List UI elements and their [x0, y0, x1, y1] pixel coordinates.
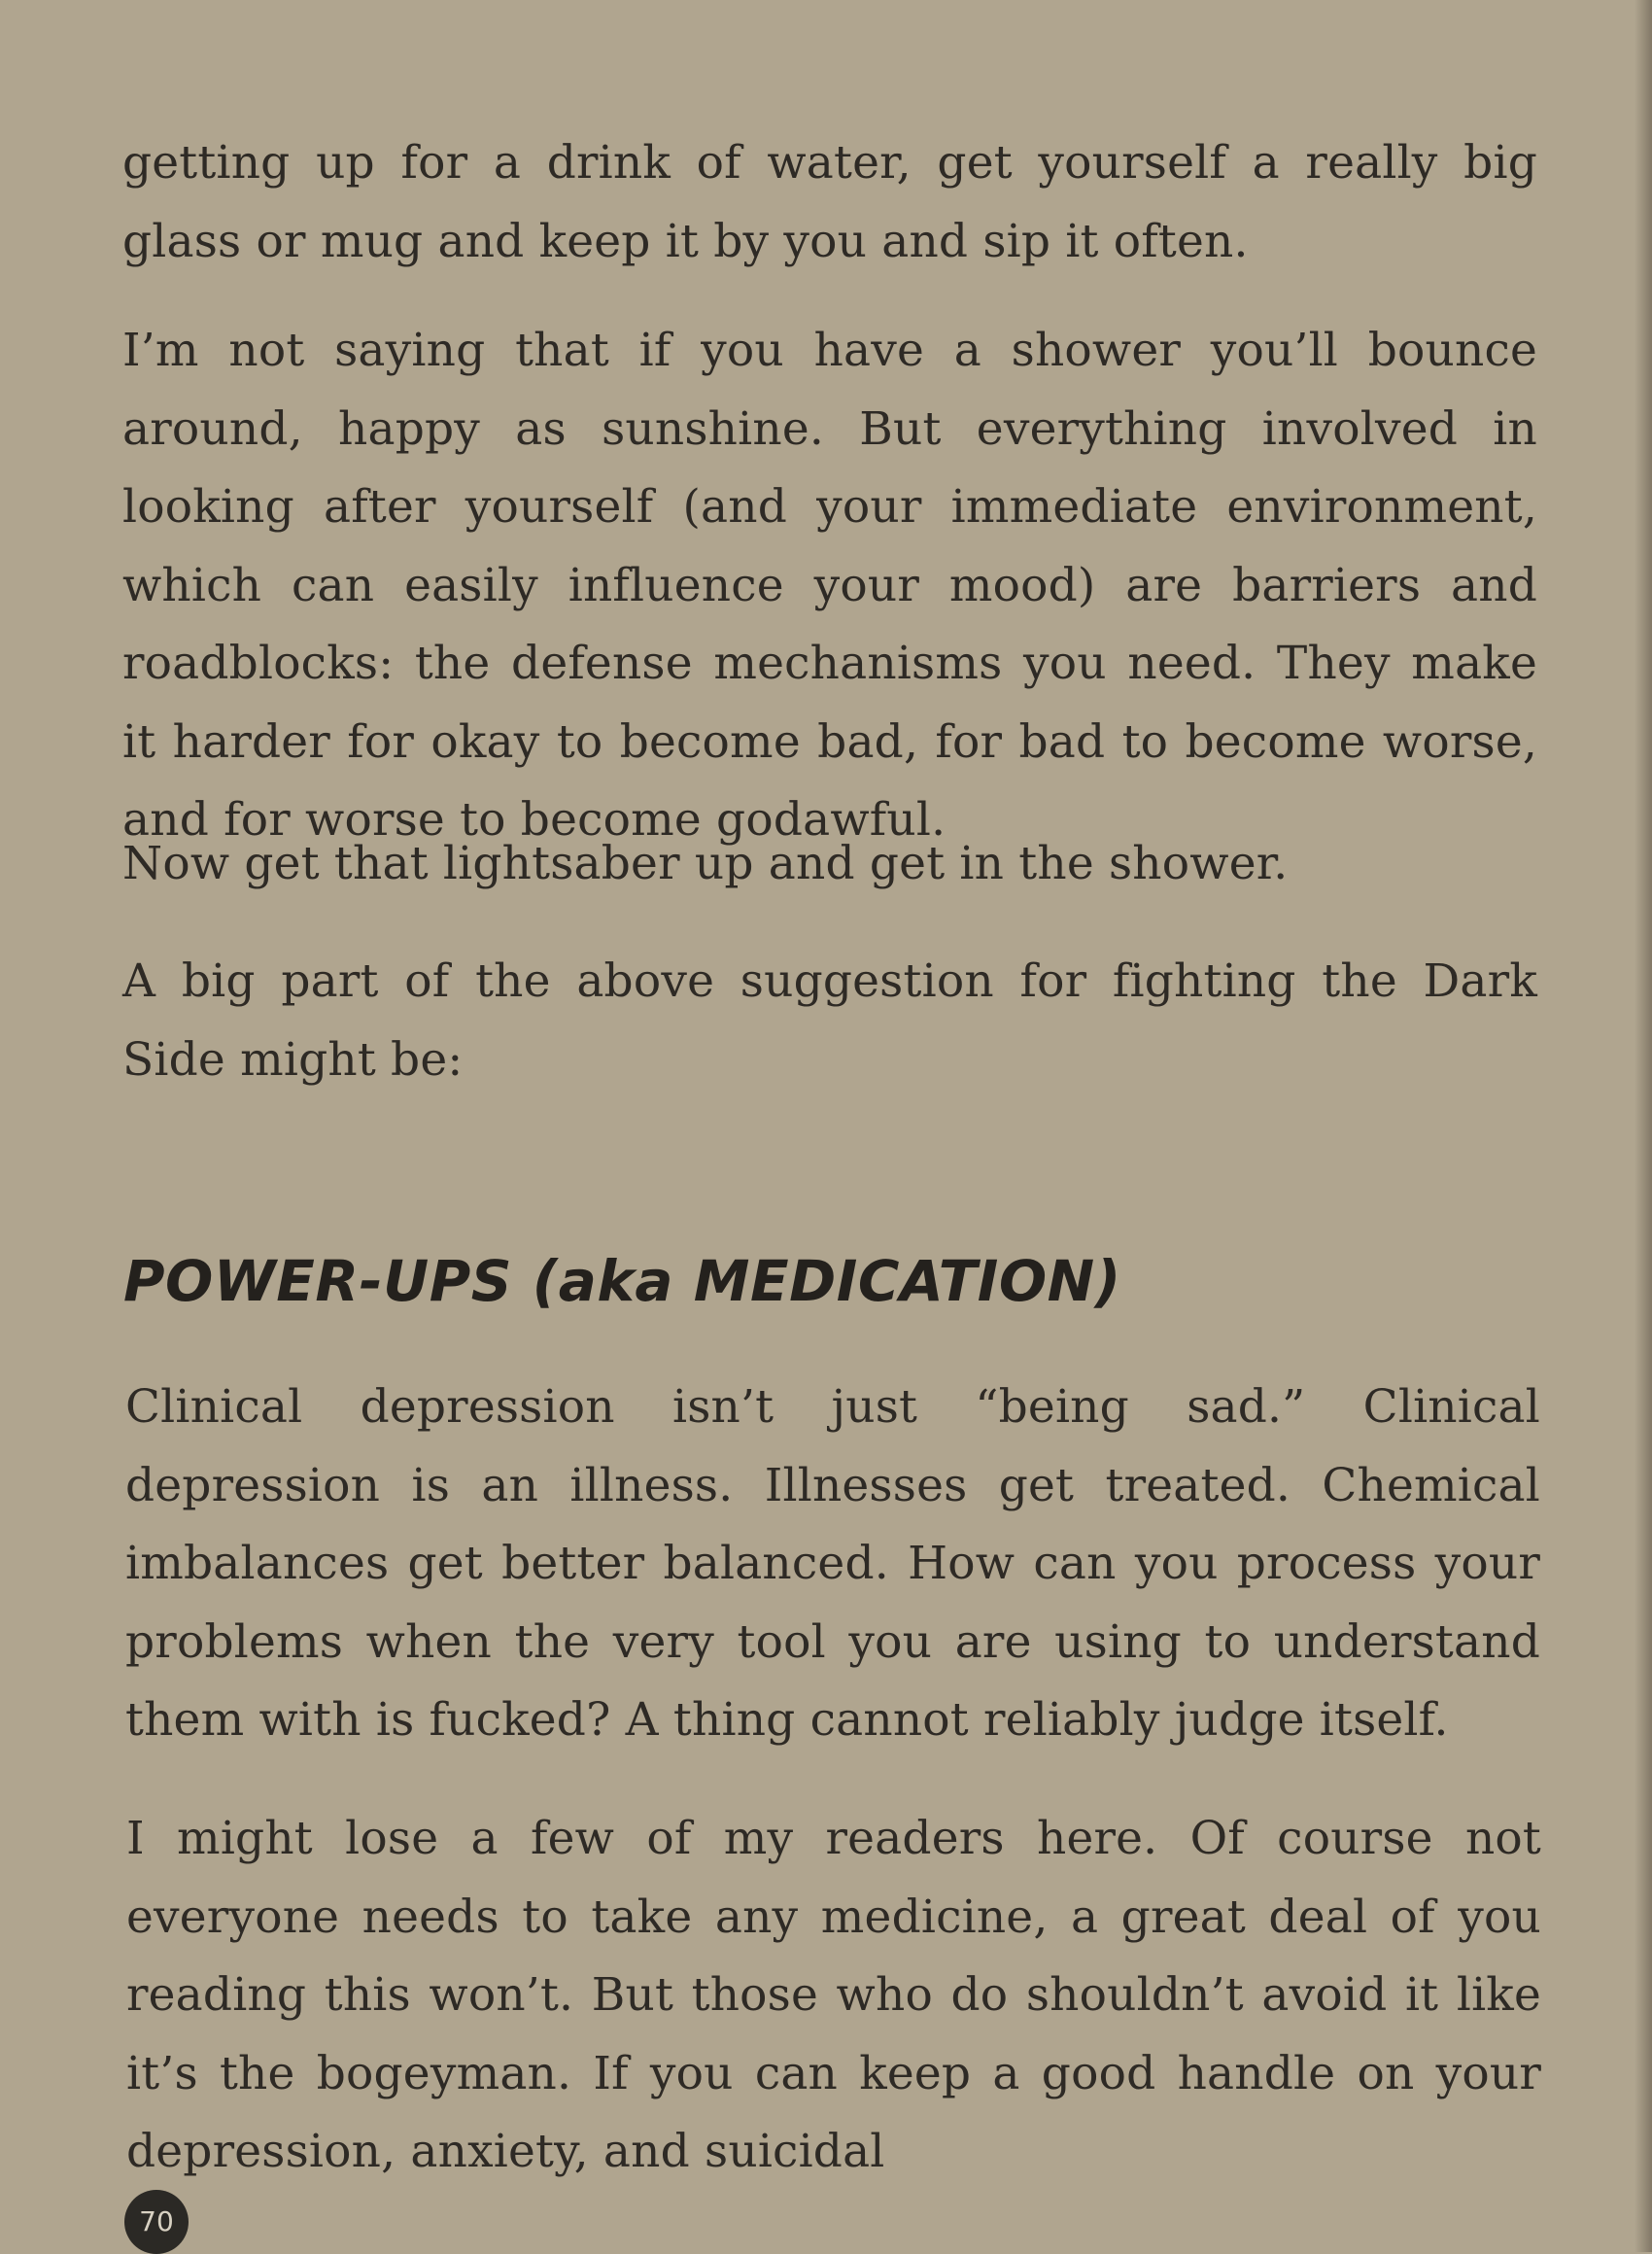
- paragraph-water: getting up for a drink of water, get yourself a really big glass or mug and keep it by you and sip it often.: [122, 136, 1537, 268]
- page-edge-shadow: [1635, 0, 1652, 2252]
- paragraph-dark-side: A big part of the above suggestion for fighting the Dark Side might be:: [122, 954, 1537, 1087]
- paragraph-readers: I might lose a few of my readers here. Of course not everyone needs to take any medicine, a great deal of you reading this won’t. But those who do shouldn’t avoid it like it’s the bogeyman. If you can keep a good handle on your depression, anxiety, and suicidal: [126, 1812, 1541, 2178]
- section-heading: POWER-UPS (aka MEDICATION): [123, 1248, 1121, 1314]
- paragraph-lightsaber: Now get that lightsaber up and get in the shower.: [122, 837, 1289, 890]
- paragraph-shower: I’m not saying that if you have a shower you’ll bounce around, happy as sunshine. But everything involved in looking after yourself (and your immediate environment, which can easily influence your mood) are barriers and roadblocks: the defense mechanisms you need. They make it harder for okay to become bad, for bad to become worse, and for worse to become godawful.: [122, 324, 1537, 847]
- paragraph-clinical-depression: Clinical depression isn’t just “being sad.” Clinical depression is an illness. Illnesses get treated. Chemical imbalances get better balanced. How can you process your problems when the very tool you are using to understand them with is fucked? A thing cannot reliably judge itself.: [125, 1380, 1540, 1747]
- page-number-badge: 70: [124, 2190, 189, 2254]
